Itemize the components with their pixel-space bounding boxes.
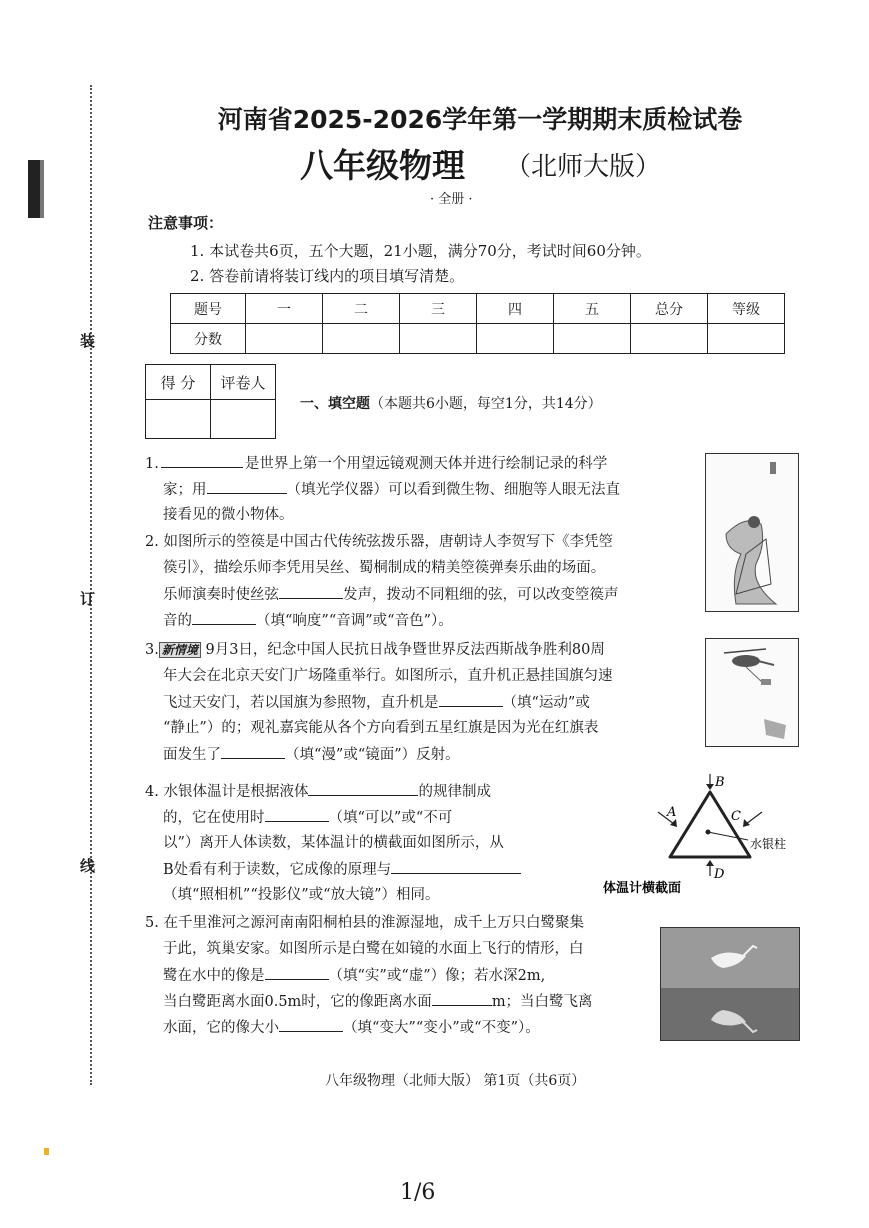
q5-text: 水面，它的像大小 bbox=[163, 1020, 279, 1036]
score-header-cell: 等级 bbox=[708, 294, 785, 324]
subject-title: 八年级物理 bbox=[300, 146, 465, 185]
q1-text: 是世界上第一个用望远镜观测天体并进行绘制记录的科学 bbox=[244, 456, 608, 472]
score-cell[interactable] bbox=[400, 324, 477, 354]
q3-text: 9月3日，纪念中国人民抗日战争暨世界反法西斯战争胜利80周 bbox=[205, 642, 605, 658]
score-table bbox=[170, 293, 785, 354]
score-cell[interactable] bbox=[477, 324, 554, 354]
egret-photo bbox=[660, 927, 800, 1041]
q5-line1: 5. 在千里淮河之源河南南阳桐柏县的淮源湿地，成千上万只白鹭聚集 bbox=[145, 915, 584, 931]
score-cell[interactable] bbox=[323, 324, 400, 354]
q5-blank-2[interactable] bbox=[432, 991, 492, 1006]
grader-header-reviewer: 评卷人 bbox=[211, 365, 276, 400]
helicopter-figure bbox=[705, 638, 799, 747]
score-cell[interactable] bbox=[554, 324, 631, 354]
grader-reviewer-cell[interactable] bbox=[211, 400, 276, 439]
q4-text: B处看有利于读数，它成像的原理与 bbox=[163, 862, 392, 878]
q3-line1 bbox=[145, 640, 605, 660]
score-header-cell: 五 bbox=[554, 294, 631, 324]
q1-line3: 接看见的微小物体。 bbox=[163, 507, 294, 523]
q3-blank-1[interactable] bbox=[439, 692, 503, 707]
score-cell[interactable] bbox=[631, 324, 708, 354]
q1-number: 1. bbox=[145, 456, 159, 472]
q5-line3 bbox=[163, 965, 545, 986]
figure-caption: 体温计横截面 bbox=[603, 881, 682, 896]
section-title-bold: 一、填空题 bbox=[300, 396, 370, 412]
score-table-value-row bbox=[171, 324, 785, 354]
q5-blank-1[interactable] bbox=[265, 965, 329, 980]
q5-blank-3[interactable] bbox=[279, 1017, 343, 1032]
label-b: B bbox=[715, 775, 725, 790]
q5-line2: 于此，筑巢安家。如图所示是白鹭在如镜的水面上飞行的情形，白 bbox=[163, 941, 584, 957]
q2-line1: 2. 如图所示的箜篌是中国古代传统弦拨乐器，唐朝诗人李贺写下《李凭箜 bbox=[145, 534, 613, 550]
q5-line4 bbox=[163, 991, 593, 1012]
score-row-label: 分数 bbox=[171, 324, 246, 354]
section-title-detail: （本题共6小题，每空1分，共14分） bbox=[370, 396, 602, 412]
score-header-cell: 一 bbox=[246, 294, 323, 324]
score-cell[interactable] bbox=[246, 324, 323, 354]
q2-text: （填“响度”“音调”或“音色”）。 bbox=[256, 613, 453, 629]
scope-subtitle: · 全册 · bbox=[430, 192, 473, 207]
q3-text: 面发生了 bbox=[163, 747, 221, 763]
q3-line4: “静止”）的；观礼嘉宾能从各个方向看到五星红旗是因为光在红旗表 bbox=[163, 720, 599, 736]
q4-blank-3[interactable] bbox=[391, 859, 521, 874]
scan-edge-mark bbox=[28, 160, 40, 218]
score-header-cell: 总分 bbox=[631, 294, 708, 324]
grader-header-score: 得 分 bbox=[146, 365, 211, 400]
q2-text: 发声，拨动不同粗细的弦，可以改变箜篌声 bbox=[343, 587, 619, 603]
note-item: 2. 答卷前请将装订线内的项目填写清楚。 bbox=[190, 267, 465, 285]
q2-line2: 篌引》，描绘乐师李凭用吴丝、蜀桐制成的精美箜篌弹奏乐曲的场面。 bbox=[163, 560, 606, 576]
score-header-cell: 题号 bbox=[171, 294, 246, 324]
q2-line3 bbox=[163, 584, 619, 605]
q2-line4 bbox=[163, 610, 453, 631]
q1-blank-2[interactable] bbox=[207, 479, 287, 494]
egret-illustration bbox=[661, 928, 799, 1040]
score-table-header-row bbox=[171, 294, 785, 324]
score-header-cell: 三 bbox=[400, 294, 477, 324]
helicopter-illustration bbox=[706, 639, 798, 746]
edition-label: （北师大版） bbox=[505, 152, 662, 182]
binding-char-zhuang: 装 bbox=[80, 332, 96, 350]
q5-text: 鹭在水中的像是 bbox=[163, 968, 265, 984]
q3-number: 3. bbox=[145, 642, 159, 658]
binding-line bbox=[90, 85, 92, 1085]
q2-text: 音的 bbox=[163, 613, 192, 629]
grader-score-cell[interactable] bbox=[146, 400, 211, 439]
q5-text: m；当白鹭飞离 bbox=[491, 994, 593, 1010]
q4-text: 的规律制成 bbox=[418, 784, 491, 800]
q1-line1 bbox=[145, 453, 607, 474]
binding-char-xian: 线 bbox=[80, 857, 96, 875]
label-c: C bbox=[731, 809, 741, 824]
q4-text: 4. 水银体温计是根据液体 bbox=[145, 784, 309, 800]
q3-blank-2[interactable] bbox=[221, 744, 285, 759]
q1-line2 bbox=[163, 479, 620, 500]
scan-edge-mark-shadow bbox=[40, 160, 44, 218]
q5-text: 当白鹭距离水面0.5m时，它的像距离水面 bbox=[163, 994, 432, 1010]
q3-text: 飞过天安门，若以国旗为参照物，直升机是 bbox=[163, 695, 439, 711]
binding-char-ding: 订 bbox=[80, 590, 96, 608]
exam-title: 河南省2025-2026学年第一学期期末质检试卷 bbox=[217, 105, 743, 134]
scan-artifact bbox=[44, 1148, 49, 1155]
q1-blank-1[interactable] bbox=[161, 453, 243, 468]
q4-text: 的，它在使用时 bbox=[163, 810, 265, 826]
note-item: 1. 本试卷共6页，五个大题，21小题，满分70分，考试时间60分钟。 bbox=[190, 242, 651, 260]
new-context-tag: 新情境 bbox=[159, 642, 201, 658]
label-mercury: 水银柱 bbox=[750, 837, 787, 851]
q2-text: 乐师演奏时使丝弦 bbox=[163, 587, 279, 603]
score-header-cell: 二 bbox=[323, 294, 400, 324]
score-cell[interactable] bbox=[708, 324, 785, 354]
q4-text: （填“可以”或“不可 bbox=[328, 810, 453, 826]
q5-text: （填“变大”“变小”或“不变”）。 bbox=[343, 1020, 540, 1036]
notes-heading: 注意事项： bbox=[148, 214, 224, 232]
grader-table bbox=[145, 364, 276, 439]
q3-line2: 年大会在北京天安门广场隆重举行。如图所示，直升机正悬挂国旗匀速 bbox=[163, 668, 613, 684]
score-header-cell: 四 bbox=[477, 294, 554, 324]
konghou-figure bbox=[705, 453, 799, 612]
thermometer-cross-section-figure bbox=[600, 772, 800, 902]
q5-text: （填“实”或“虚”）像；若水深2m, bbox=[328, 968, 546, 984]
q4-line5: （填“照相机”“投影仪”或“放大镜”）相同。 bbox=[163, 887, 440, 903]
q4-line4 bbox=[163, 859, 521, 880]
q4-blank-2[interactable] bbox=[265, 807, 329, 822]
section-title bbox=[300, 393, 602, 413]
q1-text: 家；用 bbox=[163, 482, 207, 498]
q3-text: （填“漫”或“镜面”）反射。 bbox=[285, 747, 460, 763]
q4-line3: 以”）离开人体读数，某体温计的横截面如图所示，从 bbox=[163, 835, 504, 851]
q3-text: （填“运动”或 bbox=[502, 695, 590, 711]
konghou-illustration bbox=[706, 454, 798, 611]
q2-blank-2[interactable] bbox=[192, 610, 256, 625]
q5-line5 bbox=[163, 1017, 540, 1038]
thermometer-diagram bbox=[600, 772, 800, 902]
page-footer: 八年级物理（北师大版） 第1页（共6页） bbox=[325, 1073, 586, 1089]
q4-blank-1[interactable] bbox=[308, 781, 418, 796]
label-d: D bbox=[714, 867, 725, 882]
page-number: 1/6 bbox=[400, 1180, 436, 1205]
q4-line2 bbox=[163, 807, 452, 828]
q3-line5 bbox=[163, 744, 460, 765]
q4-line1 bbox=[145, 781, 491, 802]
q3-line3 bbox=[163, 692, 590, 713]
q1-text: （填光学仪器）可以看到微生物、细胞等人眼无法直 bbox=[286, 482, 620, 498]
label-a: A bbox=[667, 805, 677, 820]
q2-blank-1[interactable] bbox=[279, 584, 343, 599]
